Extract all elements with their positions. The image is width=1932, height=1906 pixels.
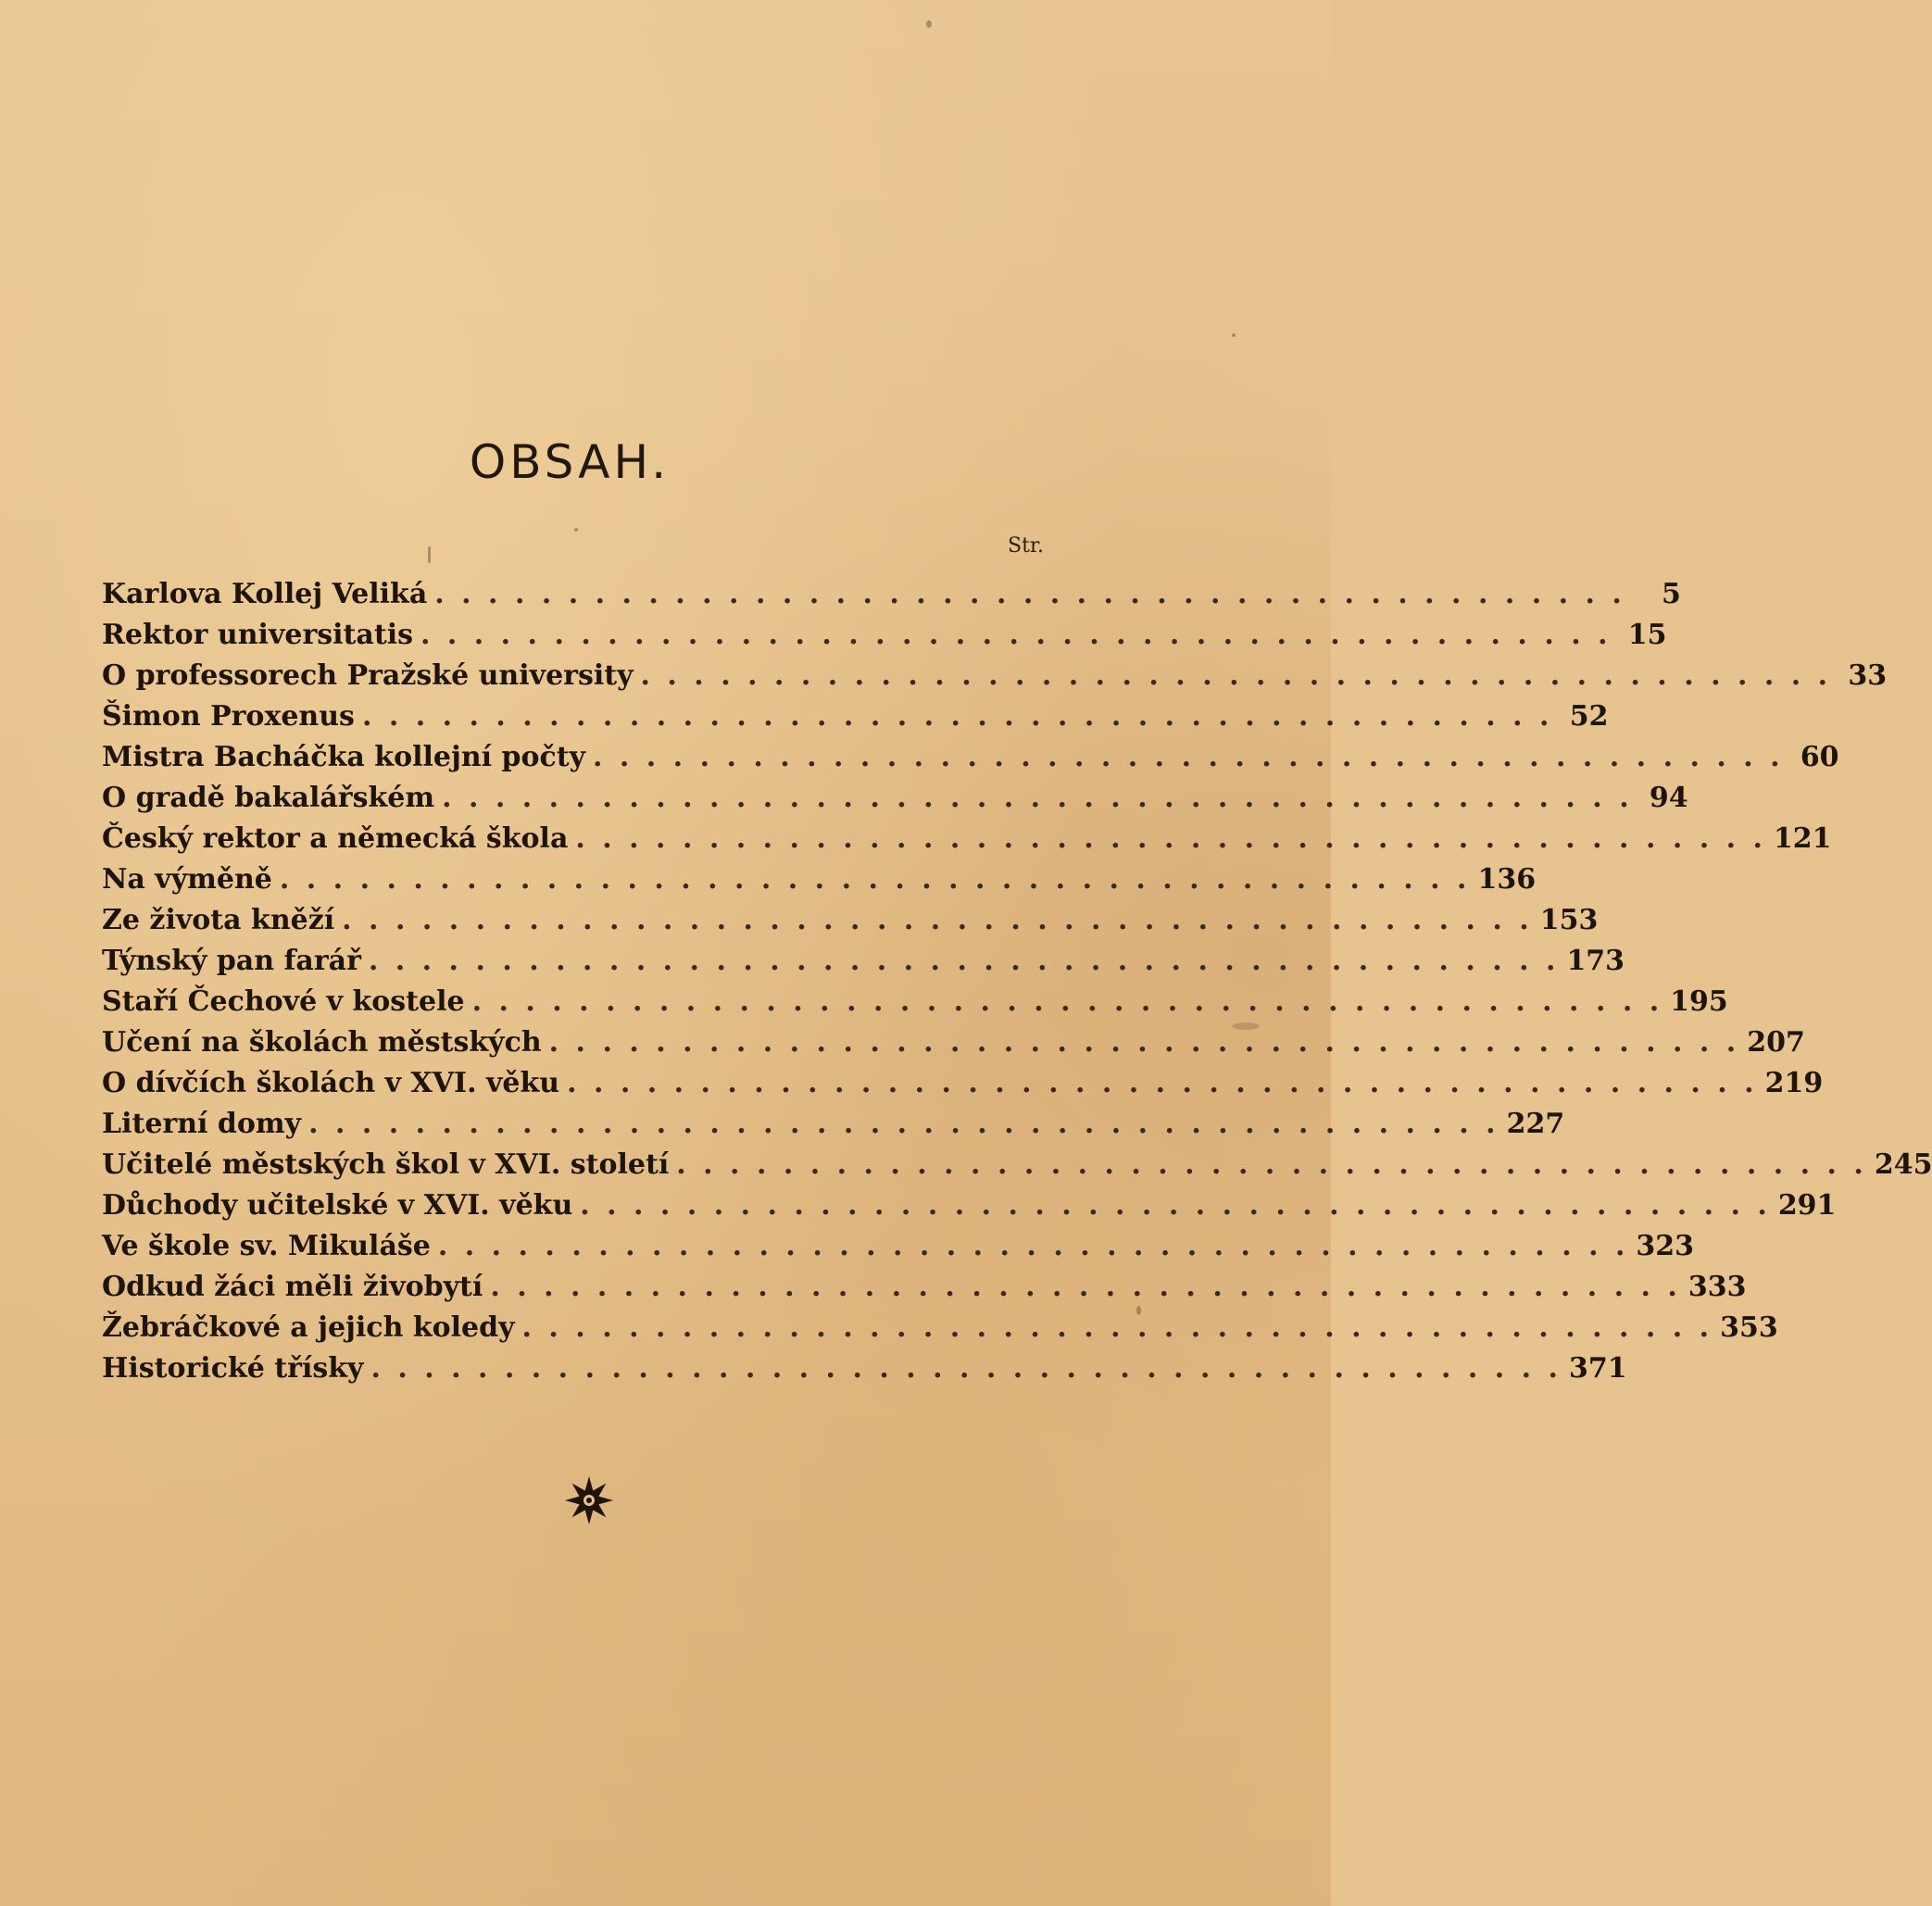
toc-leader-dots: . . . . . . . . . . . . . . . . . . . . . . . . . . . . . . . . . . . . . . . . . . . . . (279, 863, 1471, 896)
page-column-label: Str. (1008, 534, 1045, 558)
toc-entry-page: 219 (1764, 1067, 1824, 1099)
paper-speck (926, 20, 932, 28)
toc-entry-title: Rektor universitatis (102, 619, 413, 651)
toc-entry-page: 60 (1800, 741, 1839, 773)
toc-entry-page: 333 (1687, 1271, 1747, 1303)
toc-entry (102, 737, 1839, 778)
toc-entry-title: Učitelé městských škol v XVI. století (102, 1148, 670, 1181)
toc-leader-dots: . . . . . . . . . . . . . . . . . . . . . . . . . . . . . . . . . . . . . . . . . . . . . (593, 741, 1784, 773)
toc-leader-dots: . . . . . . . . . . . . . . . . . . . . . . . . . . . . . . . . . . . . . . . . . . . . . (575, 822, 1766, 855)
toc-entry-page: 33 (1848, 659, 1888, 692)
toc-entry-page: 353 (1720, 1311, 1778, 1344)
paper-speck (574, 528, 578, 532)
toc-entry (102, 1063, 1824, 1104)
toc-entry-title: Historické třísky (102, 1352, 364, 1385)
toc-entry-page: 15 (1627, 619, 1667, 651)
star-flower-ornament-icon (561, 1473, 617, 1528)
toc-entry-title: Žebráčkové a jejich koledy (102, 1311, 515, 1344)
page-title: OBSAH. (469, 435, 671, 489)
toc-leader-dots: . . . . . . . . . . . . . . . . . . . . . . . . . . . . . . . . . . . . . . . . . . . . . (361, 700, 1553, 733)
toc-entry-page: 52 (1569, 700, 1609, 733)
toc-entry-page: 207 (1747, 1026, 1805, 1059)
toc-entry-page: 291 (1777, 1189, 1837, 1222)
toc-entry (102, 1267, 1747, 1308)
paper-speck (1232, 1022, 1260, 1030)
toc-leader-dots: . . . . . . . . . . . . . . . . . . . . . . . . . . . . . . . . . . . . . . . . . . . . . (368, 945, 1560, 977)
toc-leader-dots: . . . . . . . . . . . . . . . . . . . . . . . . . . . . . . . . . . . . . . . . . . . . . (308, 1108, 1499, 1140)
toc-leader-dots: . . . . . . . . . . . . . . . . . . . . . . . . . . . . . . . . . . . . . . . . . . . . . (580, 1189, 1771, 1222)
toc-entry-page: 94 (1649, 782, 1688, 814)
toc-entry-page: 121 (1773, 822, 1832, 855)
toc-entry-title: Mistra Bacháčka kollejní počty (102, 741, 586, 773)
toc-entry (102, 778, 1688, 819)
toc-leader-dots: . . . . . . . . . . . . . . . . . . . . . . . . . . . . . . . . . . . . . . . . . . . . . (342, 904, 1533, 936)
paper-speck (1232, 333, 1236, 337)
paper-speck (1136, 1306, 1141, 1315)
toc-entry (102, 656, 1888, 696)
paper-speck (428, 546, 431, 563)
toc-entry-title: Ze života kněží (102, 904, 335, 936)
toc-entry (102, 1104, 1565, 1145)
toc-entry (102, 1185, 1837, 1226)
toc-entry-title: Šimon Proxenus (102, 700, 355, 733)
toc-leader-dots: . . . . . . . . . . . . . . . . . . . . . . . . . . . . . . . . . . . . . . . . . . . . . (437, 1230, 1629, 1262)
toc-leader-dots: . . . . . . . . . . . . . . . . . . . . . . . . . . . . . . . . . . . . . . . . . . . . . (490, 1271, 1681, 1303)
toc-entry (102, 941, 1625, 982)
toc-entry-title: Důchody učitelské v XVI. věku (102, 1189, 573, 1222)
toc-entry (102, 696, 1609, 737)
toc-entry-page: 195 (1670, 985, 1728, 1018)
toc-entry-title: Český rektor a německá škola (102, 822, 569, 855)
toc-entry-page: 371 (1569, 1352, 1627, 1385)
toc-entry-title: Ve škole sv. Mikuláše (102, 1230, 431, 1262)
toc-entry-title: Literní domy (102, 1108, 302, 1140)
toc-entry-title: Odkud žáci měli živobytí (102, 1271, 483, 1303)
toc-entry-title: Učení na školách městských (102, 1026, 542, 1059)
toc-entry-page: 173 (1566, 945, 1625, 977)
toc-leader-dots: . . . . . . . . . . . . . . . . . . . . . . . . . . . . . . . . . . . . . . . . . . . . . (471, 985, 1663, 1018)
toc-leader-dots: . . . . . . . . . . . . . . . . . . . . . . . . . . . . . . . . . . . . . . . . . . . . . (370, 1352, 1562, 1385)
toc-entry-page: 323 (1636, 1230, 1695, 1262)
toc-entry-title: Na výměně (102, 863, 272, 896)
table-of-contents (102, 574, 1932, 1389)
toc-entry-page: 227 (1506, 1108, 1565, 1140)
toc-entry-title: O professorech Pražské university (102, 659, 634, 692)
toc-entry-title: O dívčích školách v XVI. věku (102, 1067, 560, 1099)
toc-leader-dots: . . . . . . . . . . . . . . . . . . . . . . . . . . . . . . . . . . . . . . . . . . . . . (640, 659, 1832, 692)
toc-entry (102, 1226, 1695, 1267)
toc-leader-dots: . . . . . . . . . . . . . . . . . . . . . . . . . . . . . . . . . . . . . . . . . . . . . (567, 1067, 1758, 1099)
toc-entry-title: Staří Čechové v kostele (102, 985, 465, 1018)
toc-entry (102, 1022, 1805, 1063)
toc-leader-dots: . . . . . . . . . . . . . . . . . . . . . . . . . . . . . . . . . . . . . . . . . . . . . (442, 782, 1633, 814)
toc-entry (102, 859, 1537, 900)
toc-entry (102, 1145, 1932, 1185)
toc-entry-title: Týnský pan farář (102, 945, 361, 977)
toc-leader-dots: . . . . . . . . . . . . . . . . . . . . . . . . . . . . . . . . . . . . . . . . . . . . . (548, 1026, 1740, 1059)
toc-leader-dots: . . . . . . . . . . . . . . . . . . . . . . . . . . . . . . . . . . . . . . . . . . . . . (434, 578, 1625, 610)
toc-entry (102, 982, 1728, 1022)
toc-entry (102, 819, 1832, 859)
toc-entry (102, 900, 1599, 941)
toc-entry (102, 615, 1667, 656)
toc-entry-page: 5 (1661, 578, 1681, 610)
toc-entry-page: 136 (1477, 863, 1537, 896)
toc-entry-title: Karlova Kollej Veliká (102, 578, 428, 610)
toc-entry (102, 1348, 1627, 1389)
toc-leader-dots: . . . . . . . . . . . . . . . . . . . . . . . . . . . . . . . . . . . . . . . . . . . . . (521, 1311, 1713, 1344)
toc-leader-dots: . . . . . . . . . . . . . . . . . . . . . . . . . . . . . . . . . . . . . . . . . . . . . (676, 1148, 1867, 1181)
toc-entry (102, 1308, 1778, 1348)
toc-entry-title: O gradě bakalářském (102, 782, 435, 814)
toc-leader-dots: . . . . . . . . . . . . . . . . . . . . . . . . . . . . . . . . . . . . . . . . . . . . . (420, 619, 1612, 651)
toc-entry-page: 245 (1874, 1148, 1932, 1181)
toc-entry-page: 153 (1539, 904, 1599, 936)
toc-entry (102, 574, 1681, 615)
